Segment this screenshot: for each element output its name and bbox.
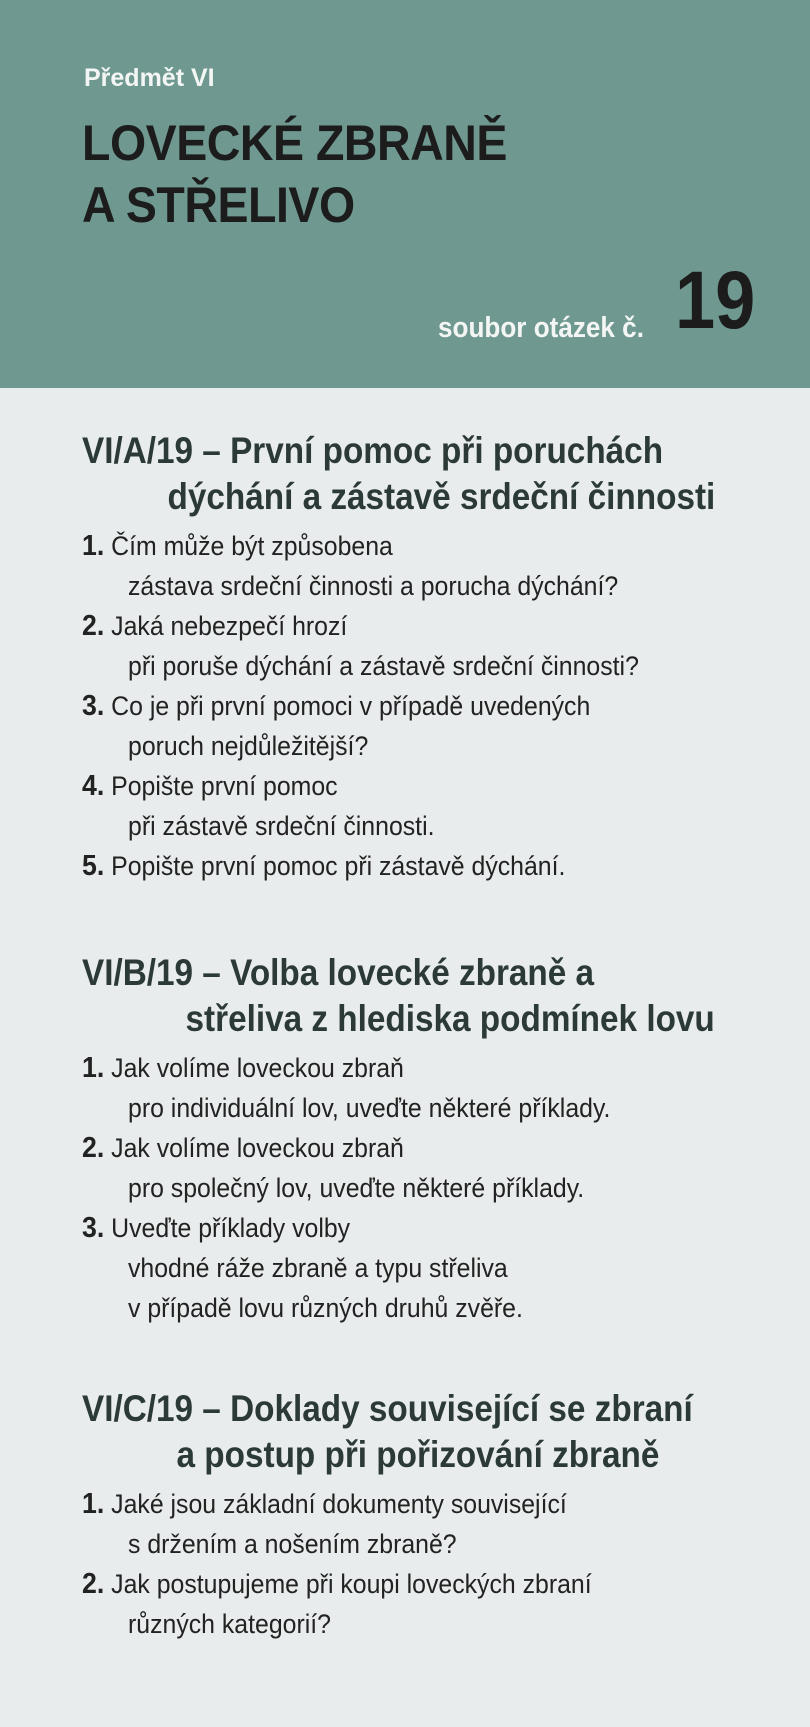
question-item [82, 526, 726, 606]
question-item [82, 1484, 726, 1564]
page-title-line2: A STŘELIVO [82, 177, 355, 233]
question-text: Uveďte příklady volby [111, 1213, 351, 1243]
section-c-questions [82, 1484, 782, 1644]
question-item [82, 846, 726, 886]
question-number: 1. [82, 530, 105, 562]
question-text: Co je při první pomoci v případě uvedených [111, 691, 591, 721]
question-text-cont: v případě lovu různých druhů zvěře. [128, 1293, 523, 1323]
section-b-title-line2: střeliva z hlediska podmínek lovu [185, 998, 715, 1039]
section-a-title-line2: dýchání a zástavě srdeční činnosti [167, 476, 716, 517]
question-text: Čím může být způsobena [111, 531, 393, 561]
question-number: 1. [82, 1488, 105, 1520]
question-text: Popište první pomoc při zástavě dýchání. [111, 851, 566, 881]
question-text: Jak volíme loveckou zbraň [111, 1053, 404, 1083]
question-item [82, 1048, 726, 1128]
question-text-cont: při zástavě srdeční činnosti. [128, 811, 435, 841]
header-band [0, 0, 810, 388]
question-text-cont: s držením a nošením zbraně? [128, 1529, 457, 1559]
question-text: Jaká nebezpečí hrozí [111, 611, 348, 641]
question-text-cont: zástava srdeční činnosti a porucha dýchání? [128, 571, 619, 601]
question-text: Jak volíme loveckou zbraň [111, 1133, 404, 1163]
section-a [82, 428, 782, 886]
question-text: Jak postupujeme při koupi loveckých zbraní [111, 1569, 592, 1599]
question-number: 3. [82, 1212, 105, 1244]
section-c-title-line1: VI/C/19 – Doklady související se zbraní [82, 1388, 693, 1429]
question-number: 5. [82, 850, 105, 882]
question-item [82, 1564, 726, 1644]
question-item [82, 1128, 726, 1208]
question-text-cont: při poruše dýchání a zástavě srdeční činnosti? [128, 651, 639, 681]
section-b-questions [82, 1048, 782, 1328]
question-set-label: soubor otázek č. [438, 312, 644, 344]
question-text-cont: pro společný lov, uveďte některé příklady. [128, 1173, 585, 1203]
question-text-cont: pro individuální lov, uveďte některé příklady. [128, 1093, 611, 1123]
question-text: Popište první pomoc [111, 771, 338, 801]
question-set-number: 19 [675, 255, 756, 346]
question-text: Jaké jsou základní dokumenty související [111, 1489, 567, 1519]
question-item [82, 606, 726, 686]
subject-label: Předmět VI [84, 64, 215, 92]
section-a-questions [82, 526, 782, 886]
question-item [82, 1208, 726, 1328]
section-a-title [82, 428, 716, 520]
question-text-cont: poruch nejdůležitější? [128, 731, 369, 761]
page-title-line1: LOVECKÉ ZBRANĚ [82, 115, 507, 171]
section-b-title-line1: VI/B/19 – Volba lovecké zbraně a [82, 952, 595, 993]
question-number: 4. [82, 770, 105, 802]
question-number: 2. [82, 1132, 105, 1164]
question-item [82, 686, 726, 766]
question-text-cont: vhodné ráže zbraně a typu střeliva [128, 1253, 508, 1283]
section-a-title-line1: VI/A/19 – První pomoc při poruchách [82, 430, 664, 471]
question-text-cont: různých kategorií? [128, 1609, 331, 1639]
question-number: 1. [82, 1052, 105, 1084]
section-b [82, 950, 782, 1328]
page-title [82, 112, 507, 236]
question-number: 3. [82, 690, 105, 722]
question-item [82, 766, 726, 846]
section-b-title [82, 950, 715, 1042]
section-c [82, 1386, 782, 1644]
question-number: 2. [82, 610, 105, 642]
section-c-title-line2: a postup při pořizování zbraně [176, 1434, 660, 1475]
question-number: 2. [82, 1568, 105, 1600]
section-c-title [82, 1386, 712, 1478]
